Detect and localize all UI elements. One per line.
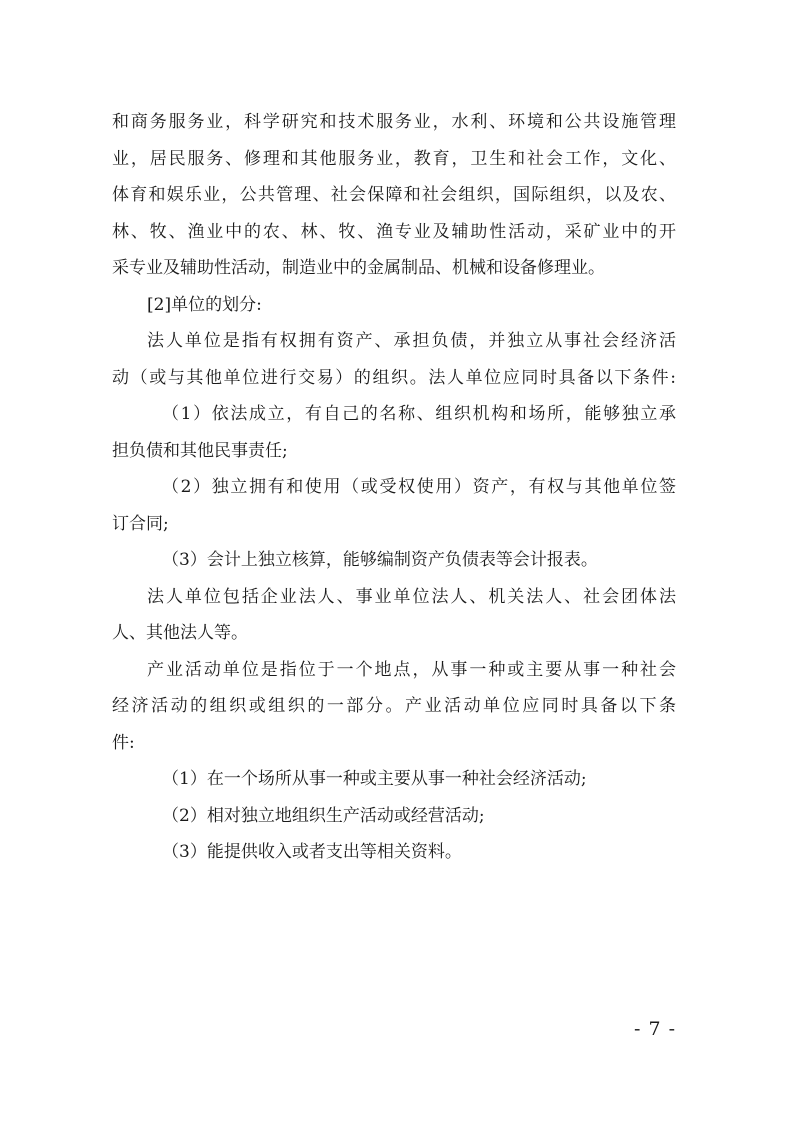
page-number: - 7 - <box>633 1018 676 1040</box>
list-item: （1）依法成立，有自己的名称、组织机构和场所，能够独立承 <box>162 404 676 424</box>
text-line: 件: <box>112 732 135 753</box>
text-line: 体育和娱乐业，公共管理、社会保障和社会组织，国际组织，以及农、 <box>112 185 676 205</box>
text-line: 业，居民服务、修理和其他服务业，教育，卫生和社会工作，文化、 <box>112 148 676 169</box>
text-line: 法人单位是指有权拥有资产、承担负债，并独立从事社会经济活 <box>147 331 676 351</box>
text-line: 和商务服务业，科学研究和技术服务业，水利、环境和公共设施管理 <box>112 112 676 132</box>
text-line: 产业活动单位是指位于一个地点，从事一种或主要从事一种社会 <box>147 659 676 680</box>
text-line: 订合同; <box>112 513 169 534</box>
text-line: 担负债和其他民事责任; <box>112 440 288 461</box>
text-line: 人、其他法人等。 <box>112 623 248 643</box>
list-item: （3）能提供收入或者支出等相关资料。 <box>162 842 462 862</box>
list-item: （1）在一个场所从事一种或主要从事一种社会经济活动; <box>162 769 587 789</box>
text-line: 采专业及辅助性活动，制造业中的金属制品、机械和设备修理业。 <box>112 258 605 278</box>
text-line: 经济活动的组织或组织的一部分。产业活动单位应同时具备以下条 <box>112 696 676 716</box>
list-item: （2）独立拥有和使用（或受权使用）资产，有权与其他单位签 <box>162 477 676 497</box>
text-line: 林、牧、渔业中的农、林、牧、渔专业及辅助性活动，采矿业中的开 <box>112 221 676 242</box>
document-body <box>112 104 676 871</box>
section-heading: [2]单位的划分: <box>147 294 262 315</box>
list-item: （3）会计上独立核算，能够编制资产负债表等会计报表。 <box>162 550 598 570</box>
list-item: （2）相对独立地组织生产活动或经营活动; <box>162 805 485 826</box>
text-line: 法人单位包括企业法人、事业单位法人、机关法人、社会团体法 <box>147 586 676 607</box>
text-line: 动（或与其他单位进行交易）的组织。法人单位应同时具备以下条件: <box>112 367 676 388</box>
